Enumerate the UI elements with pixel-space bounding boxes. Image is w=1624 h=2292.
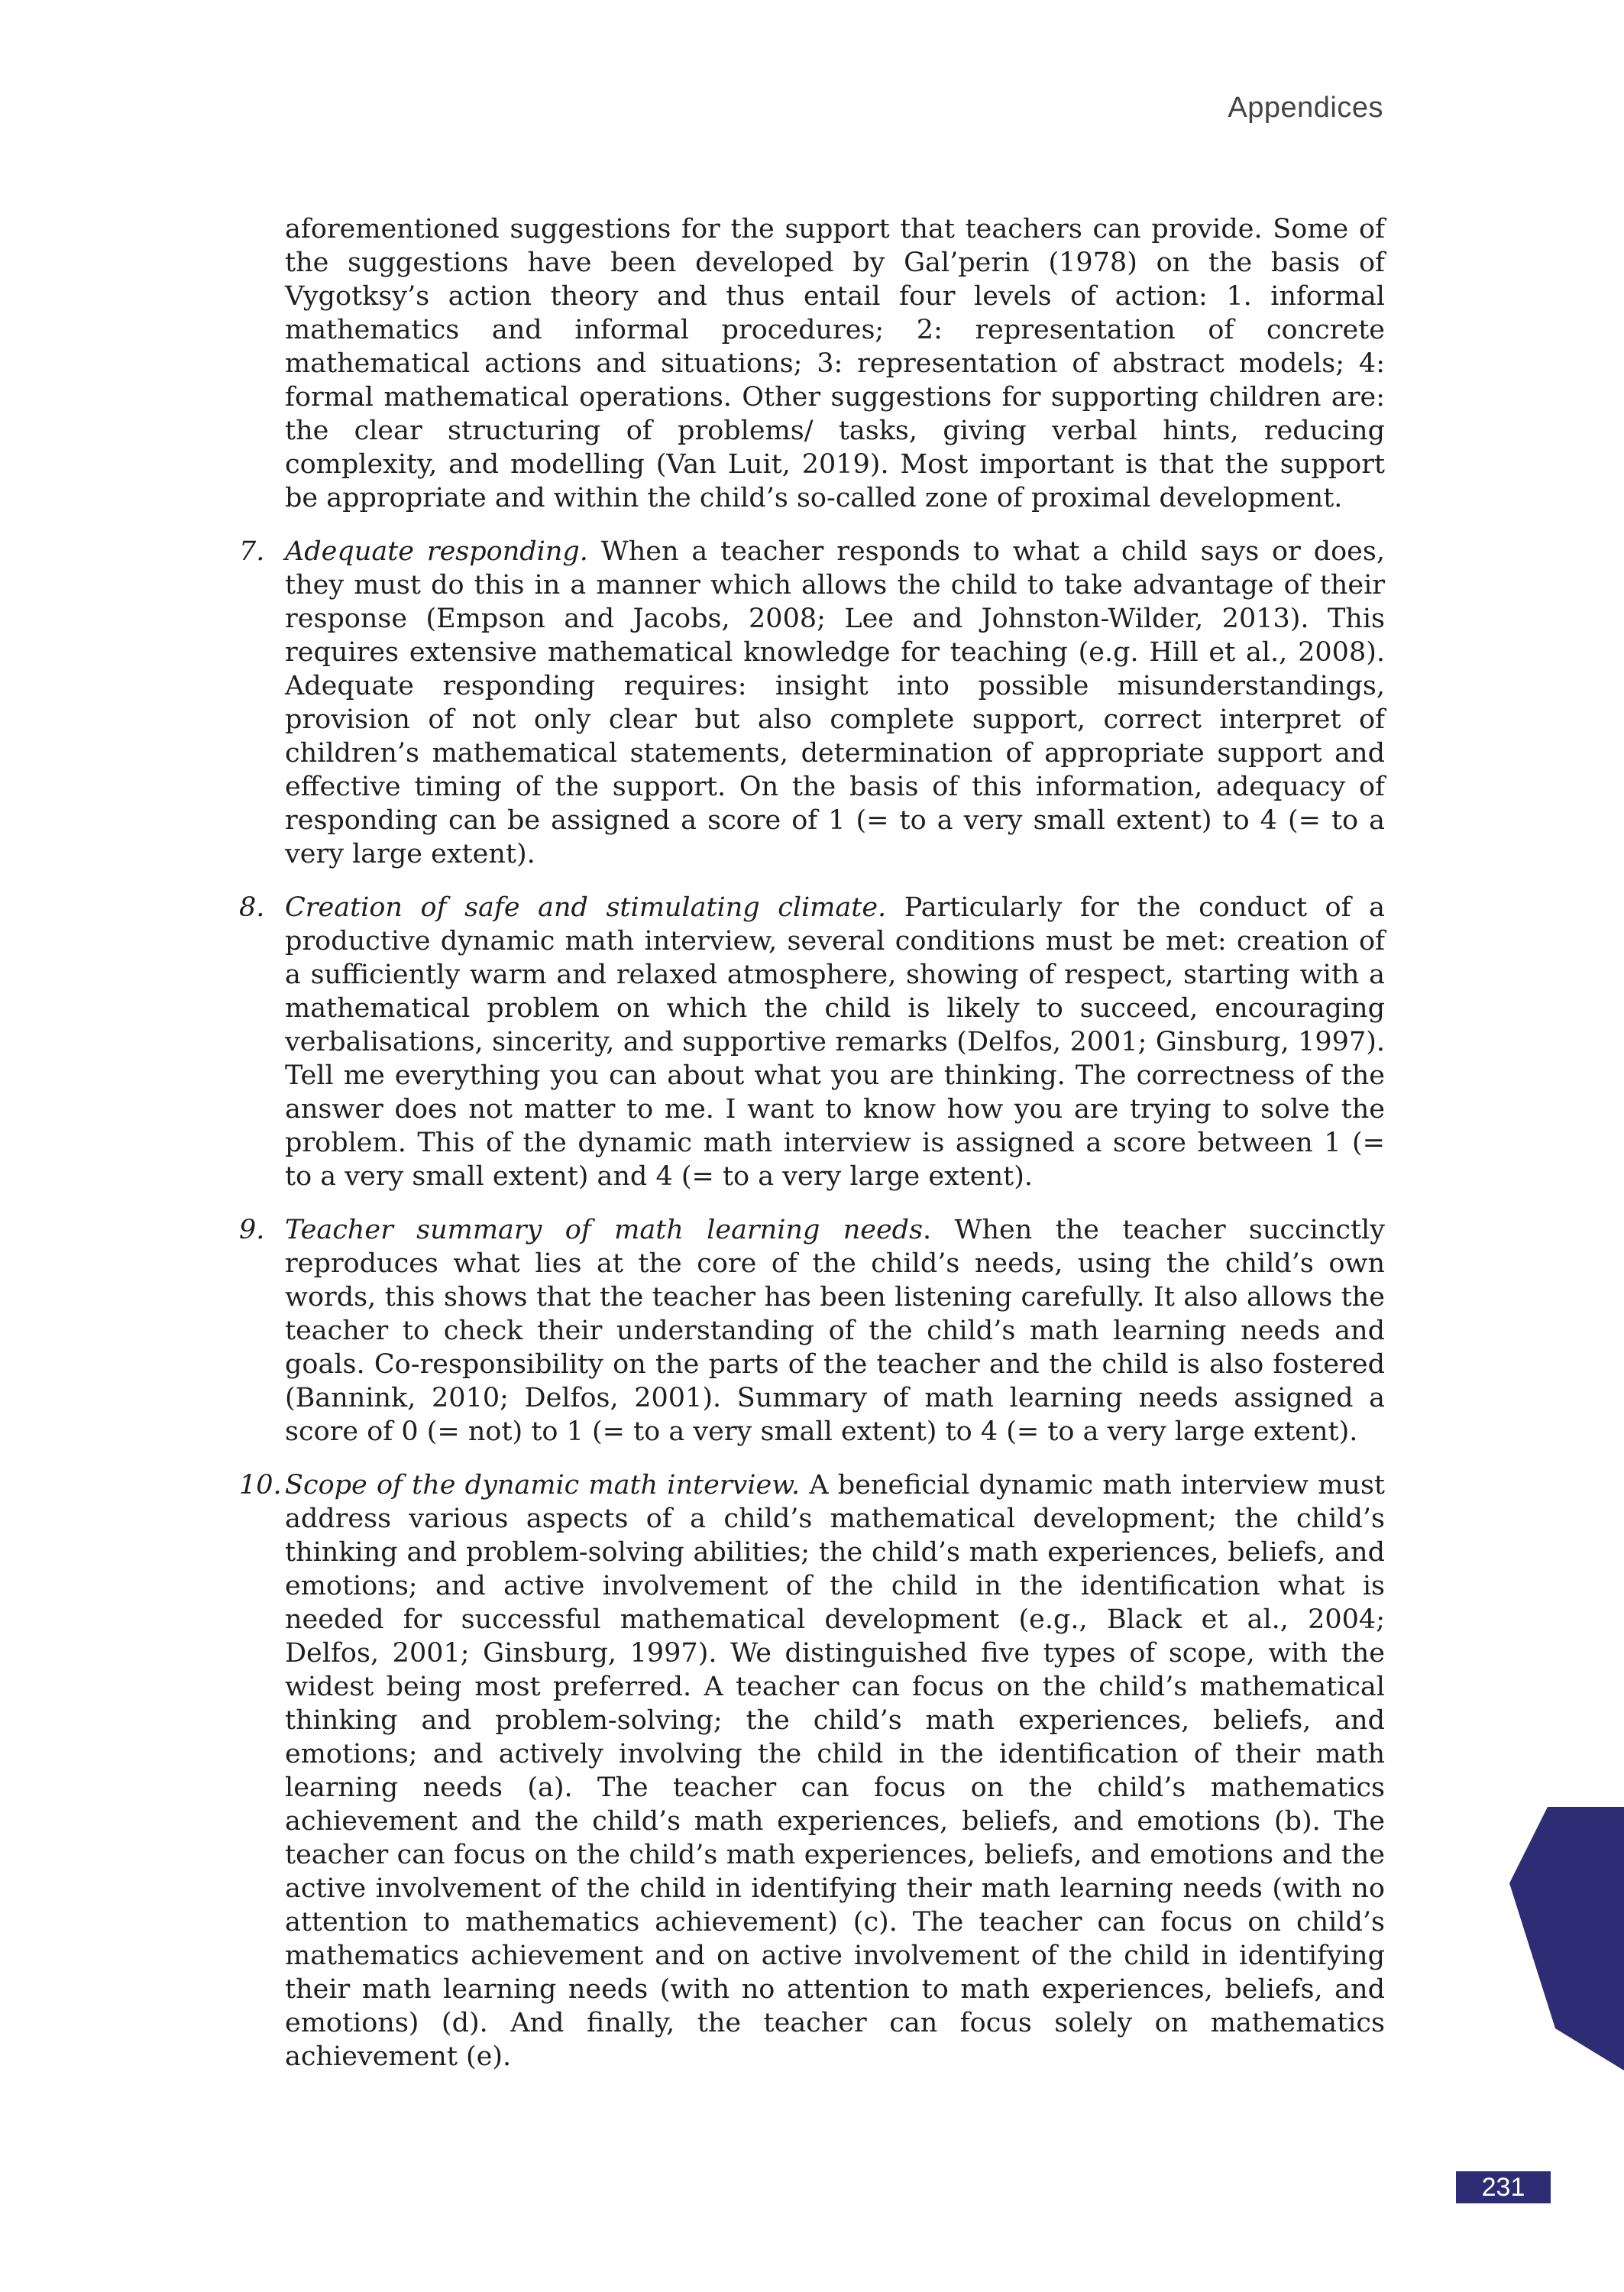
list-item-text: . When the teacher succinctly reproduces what lies at the core of the child’s needs, using the child’s own words, this shows that the teacher has been listening carefully. It also allows the teacher to check their understanding of the child’s math learning needs and goals. Co-responsibility on the parts of the teacher and the child is also fostered (Bannink, 2010; Delfos, 2001). Summary of math learning needs assigned a score of 0 (= not) to 1 (= to a very small extent) to 4 (= to a very large extent). (285, 1215, 1385, 1447)
list-item-8 (239, 891, 1385, 1193)
list-item-number: 7. (239, 536, 265, 567)
list-item-body (285, 1468, 1385, 2073)
page-body (239, 212, 1385, 2073)
list-item-text: When a teacher responds to what a child says or does, they must do this in a manner which allows the child to take advantage of their response (Empson and Jacobs, 2008; Lee and Johnston-Wilder, 2013). This requires extensive mathematical knowledge for teaching (e.g. Hill et al., 2008). Adequate responding requires: insight into possible misunderstandings, provision of not only clear but also complete support, correct interpret of children’s mathematical statements, determination of appropriate support and effective timing of the support. On the basis of this information, adequacy of responding can be assigned a score of 1 (= to a very small extent) to 4 (= to a very large extent). (285, 536, 1385, 869)
list-item-text: Particularly for the conduct of a productive dynamic math interview, several conditions must be met: creation of a sufficiently warm and relaxed atmosphere, showing of respect, starting with a mathematical problem on which the child is likely to succeed, encouraging verbalisations, sincerity, and supportive remarks (Delfos, 2001; Ginsburg, 1997). Tell me everything you can about what you are thinking. The correctness of the answer does not matter to me. I want to know how you are trying to solve the problem. This of the dynamic math interview is assigned a score between 1 (= to a very small extent) and 4 (= to a very large extent). (285, 892, 1385, 1192)
intro-paragraph: aforementioned suggestions for the support that teachers can provide. Some of the suggestions have been developed by Gal’perin (1978) on the basis of Vygotksy’s action theory and thus entail four levels of action: 1. informal mathematics and informal procedures; 2: representation of concrete mathematical actions and situations; 3: representation of abstract models; 4: formal mathematical operations. Other suggestions for supporting children are: the clear structuring of problems/ tasks, giving verbal hints, reducing complexity, and modelling (Van Luit, 2019). Most important is that the support be appropriate and within the child’s so-called zone of proximal development. (285, 214, 1385, 513)
list-item-body (285, 535, 1385, 871)
page-number: 231 (1456, 2171, 1551, 2203)
list-item-lead: Teacher summary of math learning needs (285, 1215, 924, 1245)
list-item-lead: Scope of the dynamic math interview. (285, 1470, 801, 1500)
list-item-lead: Adequate responding. (285, 536, 588, 567)
list-item-10 (239, 1468, 1385, 2073)
list-item-lead: Creation of safe and stimulating climate. (285, 892, 887, 923)
list-item-7 (239, 535, 1385, 871)
list-item-text: A beneficial dynamic math interview must address various aspects of a child’s mathematical development; the child’s thinking and problem-solving abilities; the child’s math experiences, beliefs, and emotions; and active involvement of the child in the identification what is needed for successful mathematical development (e.g., Black et al., 2004; Delfos, 2001; Ginsburg, 1997). We distinguished five types of scope, with the widest being most preferred. A teacher can focus on the child’s mathematical thinking and problem-solving; the child’s math experiences, beliefs, and emotions; and actively involving the child in the identification of their math learning needs (a). The teacher can focus on the child’s mathematics achievement and the child’s math experiences, beliefs, and emotions (b). The teacher can focus on the child’s math experiences, beliefs, and emotions and the active involvement of the child in identifying their math learning needs (with no attention to mathematics achievement) (c). The teacher can focus on child’s mathematics achievement and on active involvement of the child in identifying their math learning needs (with no attention to math experiences, beliefs, and emotions) (d). And finally, the teacher can focus solely on mathematics achievement (e). (285, 1470, 1385, 2072)
list-item-9 (239, 1213, 1385, 1449)
list-item-body (285, 891, 1385, 1193)
list-item-number: 9. (239, 1215, 265, 1245)
running-header: Appendices (1228, 92, 1383, 124)
chapter-tab-shape (1509, 1807, 1624, 2070)
list-item-number: 8. (239, 892, 265, 923)
list-item-number: 10. (239, 1470, 282, 1500)
list-item-body (285, 1213, 1385, 1449)
chapter-tab-fill (1509, 1807, 1624, 2070)
